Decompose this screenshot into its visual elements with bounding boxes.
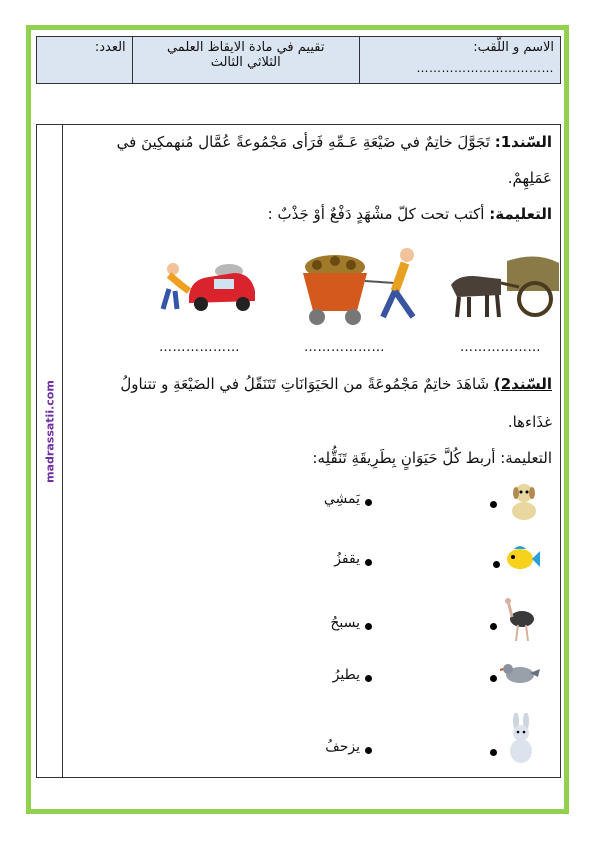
animal-dot-2[interactable] <box>493 561 500 568</box>
fish-icon <box>504 541 540 575</box>
animal-dot-3[interactable] <box>490 623 497 630</box>
section1-text-line1 <box>117 133 552 151</box>
verb-dot-4[interactable] <box>365 675 372 682</box>
verb-crawl: يزحفُ <box>325 739 360 755</box>
watermark: madrassatii.com <box>43 380 57 483</box>
margin-strip <box>37 125 63 777</box>
verb-walk: يَمشِي <box>323 491 360 507</box>
section2-text-line1 <box>120 375 552 393</box>
man-pulling-cart-picture <box>295 245 440 327</box>
animal-dot-1[interactable] <box>490 501 497 508</box>
section2-label: السّند2) <box>493 375 552 393</box>
name-cell <box>359 37 560 83</box>
name-label: الاسم و اللّقب: <box>473 40 554 55</box>
match-row-1 <box>72 481 552 521</box>
exercise-content <box>67 125 552 777</box>
section1-label: السّند1: <box>494 133 552 151</box>
match-row-4 <box>72 655 552 695</box>
dog-icon <box>506 481 542 523</box>
number-cell <box>37 37 132 83</box>
animal-dot-4[interactable] <box>490 675 497 682</box>
match-row-3 <box>72 597 552 637</box>
section1-text-line2: عَمَلِهِمْ. <box>507 169 552 187</box>
answer-dots-1[interactable]: ……………… <box>159 340 240 355</box>
oxen-pulling-cart-picture <box>447 251 565 323</box>
verb-swim: يسبحُ <box>330 615 360 631</box>
title-line1: تقييم في مادة الايقاظ العلمي <box>166 40 325 55</box>
verb-dot-1[interactable] <box>365 499 372 506</box>
verb-fly: يطيرُ <box>332 667 360 683</box>
animal-dot-5[interactable] <box>490 749 497 756</box>
verb-jump: يقفزُ <box>334 551 360 567</box>
title-line2: الثلاثي الثالث <box>210 55 281 70</box>
exercise-box <box>36 124 561 778</box>
verb-dot-2[interactable] <box>365 559 372 566</box>
header-table <box>36 36 561 84</box>
number-label: العدد: <box>94 40 126 55</box>
verb-dot-5[interactable] <box>365 747 372 754</box>
verb-dot-3[interactable] <box>365 623 372 630</box>
section1-instruction <box>268 205 552 223</box>
title-cell <box>132 37 359 83</box>
answer-dots-2[interactable]: ……………… <box>304 340 385 355</box>
boy-pushing-car-picture <box>159 251 269 321</box>
ostrich-icon <box>502 597 538 643</box>
match-row-5 <box>72 713 552 753</box>
section2-text-line2: غذَاءها. <box>507 413 552 431</box>
section2-text: شَاهَدَ خاتِمٌ مَجْمُوعَةً من الحَيَوَانَاتِ تَتَنَقّلُ في الضَيْعَةِ و تتناولُ <box>120 375 490 393</box>
instruction1-label: التعليمة: <box>489 205 552 223</box>
section2-instruction: التعليمة: أربط كُلَّ حَيَوَانٍ بِطَرِيقَةِ تَنَقُّلِه: <box>312 449 552 467</box>
match-row-2 <box>72 541 552 581</box>
pigeon-icon <box>500 657 540 689</box>
section1-text: تَجَوَّلَ خاتِمٌ في ضَيْعَةِ عَـمِّهِ فَرَأى مَجْمُوعةً عُمَّال مُنهمكِينَ في <box>116 133 490 151</box>
name-dots[interactable]: …………………………… <box>416 61 554 75</box>
answer-dots-3[interactable]: ……………… <box>460 340 541 355</box>
instruction1-text: أكتب تحت كلّ مشْهَدٍ دَفْعٌ أوْ جَذْبٌ : <box>267 205 485 223</box>
rabbit-icon <box>504 713 538 765</box>
